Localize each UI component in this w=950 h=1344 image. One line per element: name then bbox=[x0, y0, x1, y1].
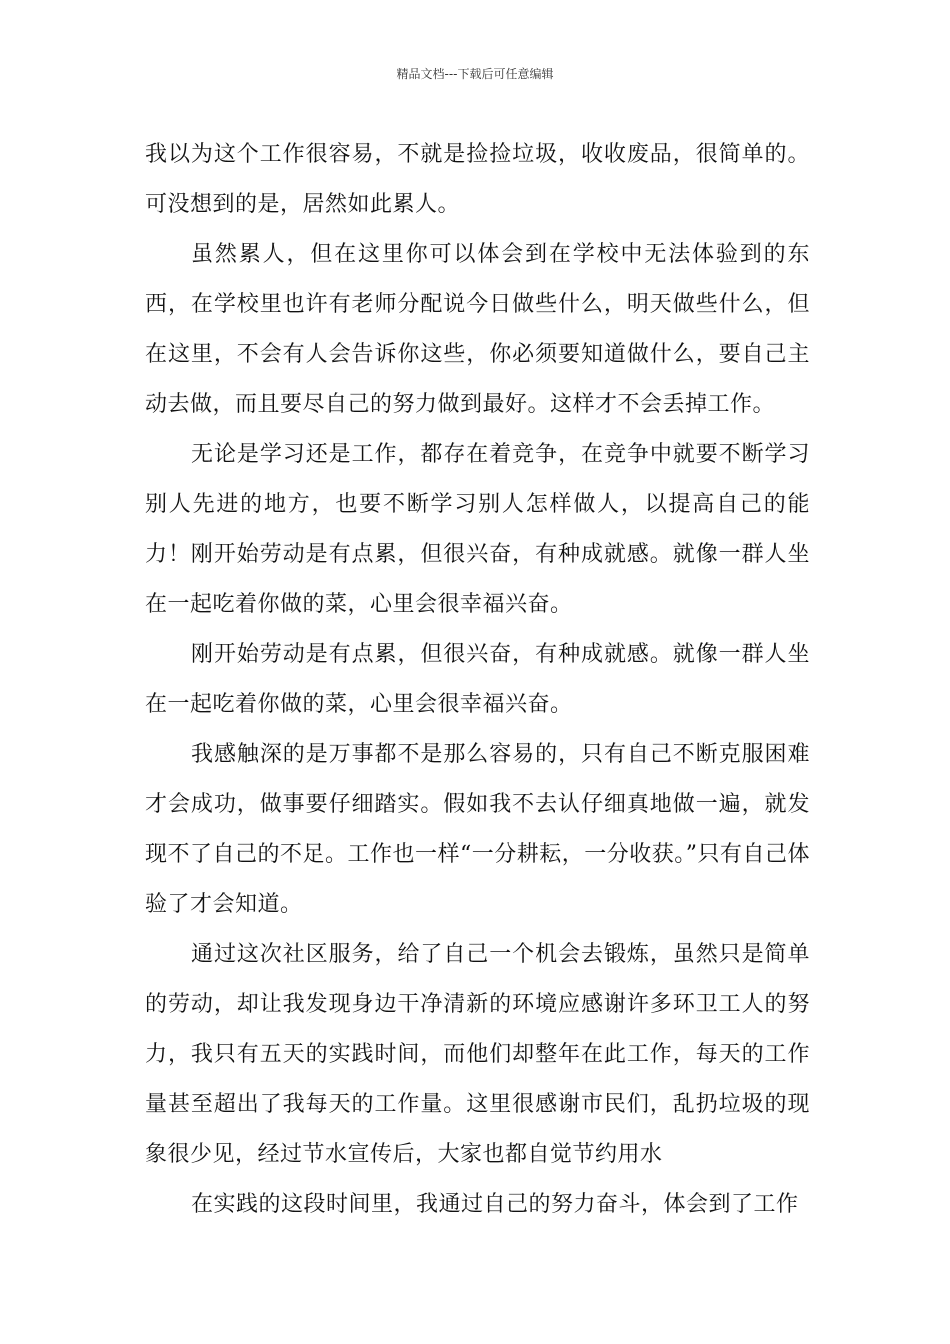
page-header: 精品文档---下载后可任意编辑 bbox=[396, 67, 554, 81]
paragraph-2: 虽然累人，但在这里你可以体会到在学校中无法体验到的东西，在学校里也许有老师分配说今日做些什么，明天做些什么，但在这里，不会有人会告诉你这些，你必须要知道做什么，要自己主动去做，而且要尽自己的努力做到最好。这样才不会丢掉工作。 bbox=[145, 242, 810, 417]
paragraph-7: 在实践的这段时间里，我通过自己的努力奋斗，体会到了工作 bbox=[191, 1192, 799, 1217]
paragraph-4: 刚开始劳动是有点累，但很兴奋，有种成就感。就像一群人坐在一起吃着你做的菜，心里会很幸福兴奋。 bbox=[145, 642, 810, 717]
paragraph-3: 无论是学习还是工作，都存在着竞争，在竞争中就要不断学习别人先进的地方，也要不断学习别人怎样做人，以提高自己的能力！刚开始劳动是有点累，但很兴奋，有种成就感。就像一群人坐在一起吃着你做的菜，心里会很幸福兴奋。 bbox=[145, 442, 810, 617]
paragraph-1: 我以为这个工作很容易，不就是捡捡垃圾，收收废品，很简单的。可没想到的是，居然如此累人。 bbox=[145, 142, 810, 217]
paragraph-5: 我感触深的是万事都不是那么容易的，只有自己不断克服困难才会成功，做事要仔细踏实。假如我不去认仔细真地做一遍，就发现不了自己的不足。工作也一样“一分耕耘，一分收获。”只有自己体验了才会知道。 bbox=[145, 742, 810, 917]
paragraph-6: 通过这次社区服务，给了自己一个机会去锻炼，虽然只是简单的劳动，却让我发现身边干净清新的环境应感谢许多环卫工人的努力，我只有五天的实践时间，而他们却整年在此工作，每天的工作量甚至超出了我每天的工作量。这里很感谢市民们，乱扔垃圾的现象很少见，经过节水宣传后，大家也都自觉节约用水 bbox=[145, 942, 810, 1167]
document-body bbox=[145, 130, 810, 1230]
